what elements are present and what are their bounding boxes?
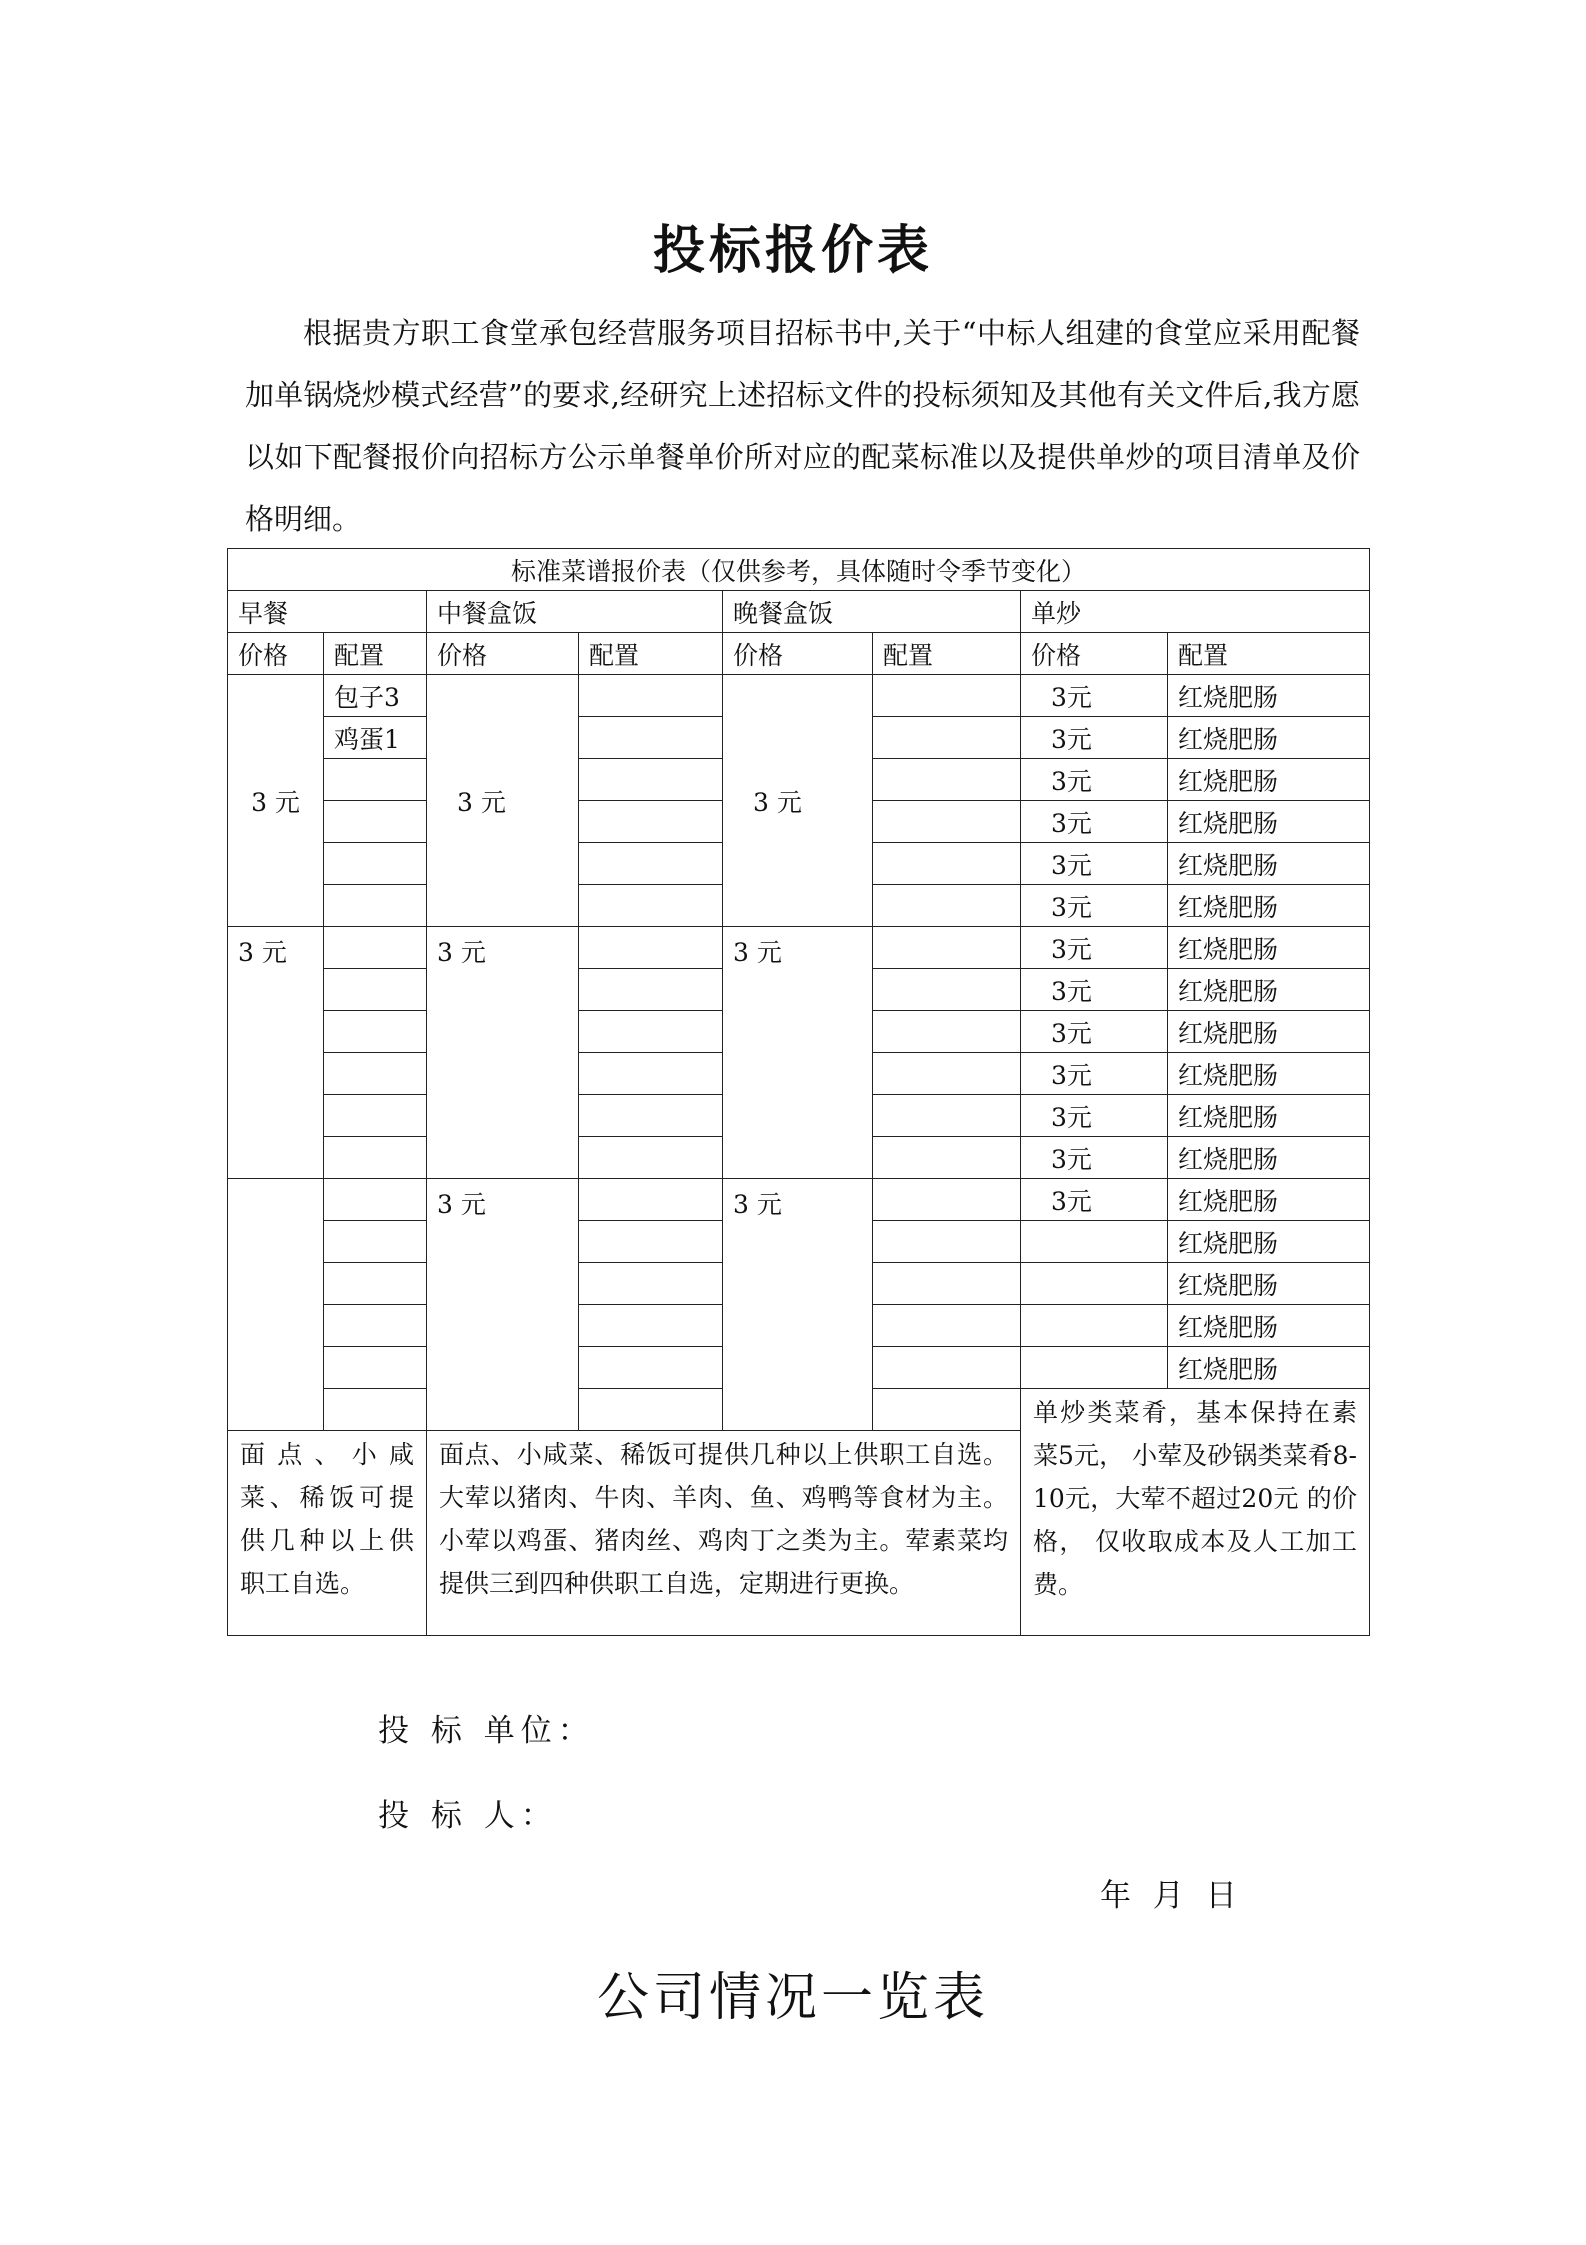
table-row	[228, 927, 1370, 969]
stirfry-price-cell	[1021, 1221, 1168, 1263]
lunch-config-cell	[579, 927, 723, 969]
dinner-price-cell: 3 元	[723, 675, 873, 927]
table-caption: 标准菜谱报价表（仅供参考，具体随时令季节变化）	[228, 549, 1370, 591]
lunch-price-cell: 3 元	[427, 1179, 579, 1431]
stirfry-dish-cell: 红烧肥肠	[1168, 1221, 1370, 1263]
stirfry-price-cell: 3元	[1021, 675, 1168, 717]
group-lunch: 中餐盒饭	[427, 591, 723, 633]
breakfast-config-cell	[324, 759, 427, 801]
dinner-price-cell: 3 元	[723, 927, 873, 1179]
stirfry-note: 单炒类菜肴，基本保持在素 菜5元， 小荤及砂锅类菜肴8-10元，大荤不超过20元 的价格， 仅收取成本及人工加工费。	[1021, 1389, 1370, 1636]
lunch-config-cell	[579, 1095, 723, 1137]
lunch-config-cell	[579, 1221, 723, 1263]
stirfry-price-cell	[1021, 1305, 1168, 1347]
dinner-config-cell	[873, 801, 1021, 843]
group-stirfry: 单炒	[1021, 591, 1370, 633]
breakfast-price-cell	[228, 1179, 324, 1431]
stirfry-dish-cell: 红烧肥肠	[1168, 969, 1370, 1011]
dinner-config-cell	[873, 1221, 1021, 1263]
breakfast-price-cell: 3 元	[228, 927, 324, 1179]
config-header: 配置	[873, 633, 1021, 675]
price-header: 价格	[228, 633, 324, 675]
breakfast-config-cell: 鸡蛋1	[324, 717, 427, 759]
lunch-config-cell	[579, 1179, 723, 1221]
stirfry-dish-cell: 红烧肥肠	[1168, 717, 1370, 759]
dinner-config-cell	[873, 927, 1021, 969]
config-header: 配置	[1168, 633, 1370, 675]
stirfry-price-cell: 3元	[1021, 801, 1168, 843]
breakfast-config-cell	[324, 1053, 427, 1095]
intro-paragraph: 根据贵方职工食堂承包经营服务项目招标书中,关于“中标人组建的食堂应采用配餐加单锅烧炒模式经营”的要求,经研究上述招标文件的投标须知及其他有关文件后,我方愿以如下配餐报价向招标方公示单餐单价所对应的配菜标准以及提供单炒的项目清单及价格明细。	[245, 316, 1360, 536]
stirfry-dish-cell: 红烧肥肠	[1168, 1137, 1370, 1179]
lunch-config-cell	[579, 885, 723, 927]
breakfast-config-cell	[324, 843, 427, 885]
stirfry-price-cell	[1021, 1263, 1168, 1305]
breakfast-config-cell	[324, 1221, 427, 1263]
stirfry-price-cell: 3元	[1021, 1011, 1168, 1053]
group-header-row	[228, 591, 1370, 633]
next-section-title: 公司情况一览表	[596, 1968, 989, 2028]
breakfast-config-cell	[324, 1389, 427, 1431]
breakfast-config-cell	[324, 1263, 427, 1305]
bidder-person-label: 投 标 人：	[378, 1798, 558, 1834]
stirfry-price-cell: 3元	[1021, 1095, 1168, 1137]
breakfast-config-cell	[324, 1347, 427, 1389]
stirfry-dish-cell: 红烧肥肠	[1168, 1179, 1370, 1221]
lunch-config-cell	[579, 843, 723, 885]
lunch-config-cell	[579, 759, 723, 801]
meal-note: 面点、小咸菜、稀饭可提供几种以上供职工自选。 大荤以猪肉、牛肉、羊肉、鱼、鸡鸭等食材为主。小荤以鸡蛋、猪肉丝、鸡肉丁之类为主。荤素菜均提供三到四种供职工自选，定期进行更换。	[427, 1431, 1021, 1636]
stirfry-dish-cell: 红烧肥肠	[1168, 675, 1370, 717]
stirfry-price-cell: 3元	[1021, 843, 1168, 885]
stirfry-price-cell: 3元	[1021, 927, 1168, 969]
stirfry-dish-cell: 红烧肥肠	[1168, 801, 1370, 843]
stirfry-price-cell: 3元	[1021, 717, 1168, 759]
lunch-config-cell	[579, 969, 723, 1011]
breakfast-config-cell	[324, 969, 427, 1011]
breakfast-config-cell	[324, 1011, 427, 1053]
breakfast-config-cell	[324, 885, 427, 927]
stirfry-price-cell: 3元	[1021, 969, 1168, 1011]
price-header: 价格	[723, 633, 873, 675]
lunch-config-cell	[579, 675, 723, 717]
document-title: 投标报价表	[652, 220, 933, 281]
breakfast-config-cell	[324, 1095, 427, 1137]
dinner-config-cell	[873, 1347, 1021, 1389]
stirfry-dish-cell: 红烧肥肠	[1168, 885, 1370, 927]
stirfry-dish-cell: 红烧肥肠	[1168, 1095, 1370, 1137]
dinner-config-cell	[873, 717, 1021, 759]
lunch-config-cell	[579, 1011, 723, 1053]
breakfast-config-cell: 包子3	[324, 675, 427, 717]
stirfry-price-cell: 3元	[1021, 1137, 1168, 1179]
dinner-config-cell	[873, 1053, 1021, 1095]
dinner-config-cell	[873, 1389, 1021, 1431]
stirfry-dish-cell: 红烧肥肠	[1168, 1011, 1370, 1053]
stirfry-dish-cell: 红烧肥肠	[1168, 759, 1370, 801]
lunch-price-cell: 3 元	[427, 927, 579, 1179]
dinner-config-cell	[873, 675, 1021, 717]
stirfry-dish-cell: 红烧肥肠	[1168, 927, 1370, 969]
config-header: 配置	[579, 633, 723, 675]
breakfast-config-cell	[324, 1179, 427, 1221]
stirfry-dish-cell: 红烧肥肠	[1168, 1263, 1370, 1305]
date-label: 年 月 日	[1100, 1878, 1243, 1914]
dinner-config-cell	[873, 759, 1021, 801]
stirfry-price-cell	[1021, 1347, 1168, 1389]
stirfry-dish-cell: 红烧肥肠	[1168, 1305, 1370, 1347]
stirfry-price-cell: 3元	[1021, 759, 1168, 801]
quote-table	[227, 548, 1370, 1636]
dinner-config-cell	[873, 1305, 1021, 1347]
dinner-config-cell	[873, 1263, 1021, 1305]
stirfry-dish-cell: 红烧肥肠	[1168, 1053, 1370, 1095]
stirfry-dish-cell: 红烧肥肠	[1168, 843, 1370, 885]
breakfast-config-cell	[324, 801, 427, 843]
lunch-config-cell	[579, 801, 723, 843]
stirfry-price-cell: 3元	[1021, 885, 1168, 927]
column-header-row	[228, 633, 1370, 675]
stirfry-price-cell: 3元	[1021, 1179, 1168, 1221]
dinner-config-cell	[873, 1011, 1021, 1053]
group-breakfast: 早餐	[228, 591, 427, 633]
lunch-config-cell	[579, 1305, 723, 1347]
bidder-unit-label: 投 标 单位：	[378, 1713, 595, 1749]
lunch-price-cell: 3 元	[427, 675, 579, 927]
lunch-config-cell	[579, 1389, 723, 1431]
table-row	[228, 675, 1370, 717]
lunch-config-cell	[579, 1053, 723, 1095]
lunch-config-cell	[579, 1137, 723, 1179]
stirfry-price-cell: 3元	[1021, 1053, 1168, 1095]
dinner-config-cell	[873, 843, 1021, 885]
stirfry-dish-cell: 红烧肥肠	[1168, 1347, 1370, 1389]
dinner-config-cell	[873, 1179, 1021, 1221]
lunch-config-cell	[579, 1263, 723, 1305]
dinner-config-cell	[873, 885, 1021, 927]
group-dinner: 晚餐盒饭	[723, 591, 1021, 633]
lunch-config-cell	[579, 717, 723, 759]
dinner-config-cell	[873, 1095, 1021, 1137]
dinner-config-cell	[873, 969, 1021, 1011]
breakfast-config-cell	[324, 1137, 427, 1179]
caption-row	[228, 549, 1370, 591]
dinner-price-cell: 3 元	[723, 1179, 873, 1431]
breakfast-config-cell	[324, 927, 427, 969]
price-header: 价格	[1021, 633, 1168, 675]
dinner-config-cell	[873, 1137, 1021, 1179]
price-header: 价格	[427, 633, 579, 675]
breakfast-price-cell: 3 元	[228, 675, 324, 927]
table-row	[228, 1179, 1370, 1221]
breakfast-note: 面点、小咸菜、稀饭可提供几种以上供职工自选。	[228, 1431, 427, 1636]
lunch-config-cell	[579, 1347, 723, 1389]
config-header: 配置	[324, 633, 427, 675]
breakfast-config-cell	[324, 1305, 427, 1347]
